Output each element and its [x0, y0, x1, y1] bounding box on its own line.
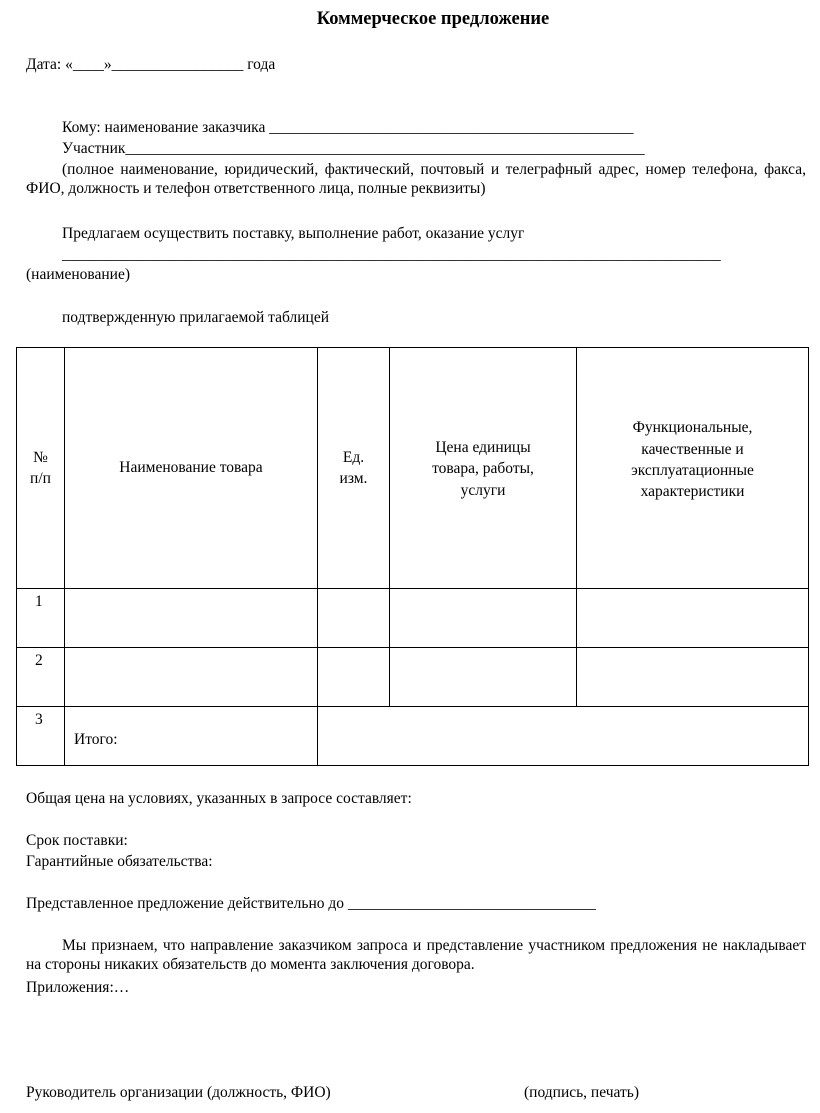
table-row — [17, 648, 809, 707]
to-line: Кому: наименование заказчика _______________________________________________ — [62, 119, 634, 136]
acknowledgement: Мы признаем, что направление заказчиком запроса и представление участником предложения не накладывает на стороны никаких обязательств до момента заключения договора. — [26, 937, 806, 973]
offer-line: Предлагаем осуществить поставку, выполнение работ, оказание услуг — [62, 225, 525, 242]
participant-line: Участник___________________________________________________________________ — [62, 140, 645, 157]
offer-caption: (наименование) — [26, 266, 130, 283]
row-unit-cell — [318, 589, 390, 648]
table-row — [17, 589, 809, 648]
delivery-term: Срок поставки: — [26, 832, 128, 849]
row-specs-cell — [577, 648, 809, 707]
confirmed-line: подтвержденную прилагаемой таблицей — [62, 309, 330, 326]
participant-note: (полное наименование, юридический, фактический, почтовый и телеграфный адрес, номер телефона, факса, ФИО, должность и телефон ответственного лица, полные реквизиты) — [26, 161, 806, 197]
row-num: 1 — [17, 589, 65, 648]
row-name-cell — [65, 589, 318, 648]
signature-right: (подпись, печать) — [524, 1084, 640, 1101]
offer-table — [16, 347, 809, 766]
offer-blank: _____________________________________________________________________________________ — [62, 246, 721, 263]
date-line: Дата: «____»_________________ года — [26, 56, 276, 73]
total-value-cell — [318, 707, 809, 766]
row-unit-cell — [318, 648, 390, 707]
warranty: Гарантийные обязательства: — [26, 853, 213, 870]
row-specs-cell — [577, 589, 809, 648]
row-name-cell — [65, 648, 318, 707]
valid-until: Представленное предложение действительно до ________________________________ — [26, 895, 596, 912]
document-title: Коммерческое предложение — [316, 9, 550, 29]
row-price-cell — [390, 648, 577, 707]
header-name: Наименование товара — [65, 348, 318, 589]
row-num: 2 — [17, 648, 65, 707]
header-specs: Функциональные, качественные и эксплуатационные характеристики — [577, 348, 809, 589]
table-total-row — [17, 707, 809, 766]
header-num: № п/п — [17, 348, 65, 589]
attachments: Приложения:… — [26, 979, 130, 996]
header-price: Цена единицы товара, работы, услуги — [390, 348, 577, 589]
header-unit: Ед. изм. — [318, 348, 390, 589]
total-price-line: Общая цена на условиях, указанных в запросе составляет: — [26, 790, 412, 807]
row-price-cell — [390, 589, 577, 648]
total-row-num: 3 — [17, 707, 65, 766]
table-header-row — [17, 348, 809, 589]
total-label: Итого: — [65, 707, 318, 766]
signature-left: Руководитель организации (должность, ФИО) — [26, 1084, 331, 1101]
